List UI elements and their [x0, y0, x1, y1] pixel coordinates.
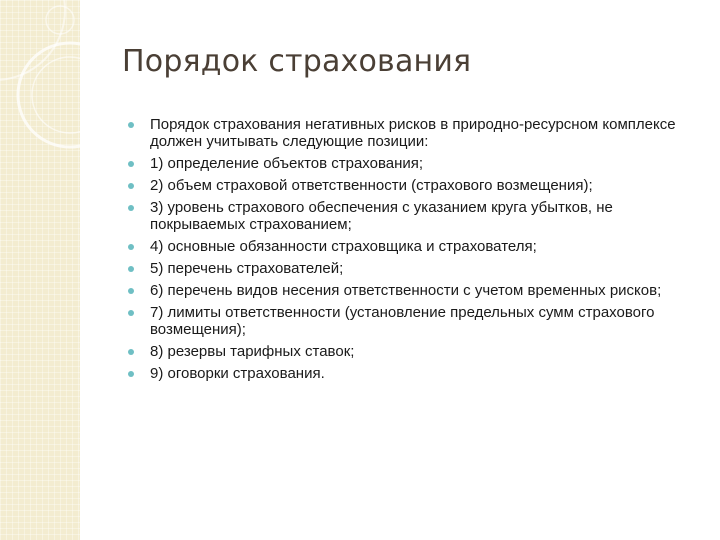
bullet-icon	[128, 310, 134, 316]
bullet-icon	[128, 244, 134, 250]
bullet-icon	[128, 371, 134, 377]
bullet-text: Порядок страхования негативных рисков в природно-ресурсном комплексе должен учитывать следующие позиции:	[150, 116, 676, 150]
bullet-list	[128, 116, 688, 387]
list-item	[128, 199, 688, 233]
list-item	[128, 343, 688, 360]
list-item	[128, 238, 688, 255]
bullet-icon	[128, 349, 134, 355]
bullet-icon	[128, 205, 134, 211]
bullet-text: 1) определение объектов страхования;	[150, 155, 424, 172]
list-item	[128, 116, 688, 150]
bullet-icon	[128, 266, 134, 272]
decorative-circles-icon	[0, 0, 80, 540]
list-item	[128, 177, 688, 194]
bullet-icon	[128, 122, 134, 128]
bullet-text: 8) резервы тарифных ставок;	[150, 343, 355, 360]
list-item	[128, 260, 688, 277]
bullet-text: 9) оговорки страхования.	[150, 365, 325, 382]
bullet-icon	[128, 161, 134, 167]
list-item	[128, 155, 688, 172]
bullet-text: 2) объем страховой ответственности (страхового возмещения);	[150, 177, 593, 194]
decorative-side-band	[0, 0, 80, 540]
list-item	[128, 365, 688, 382]
bullet-text: 7) лимиты ответственности (установление предельных сумм страхового возмещения);	[150, 304, 655, 338]
bullet-text: 6) перечень видов несения ответственности с учетом временных рисков;	[150, 282, 662, 299]
bullet-icon	[128, 183, 134, 189]
list-item	[128, 304, 688, 338]
bullet-text: 4) основные обязанности страховщика и страхователя;	[150, 238, 537, 255]
list-item	[128, 282, 688, 299]
bullet-text: 5) перечень страхователей;	[150, 260, 344, 277]
bullet-icon	[128, 288, 134, 294]
slide-title: Порядок страхования	[122, 44, 472, 79]
bullet-text: 3) уровень страхового обеспечения с указанием круга убытков, не покрываемых страхованием;	[150, 199, 613, 233]
